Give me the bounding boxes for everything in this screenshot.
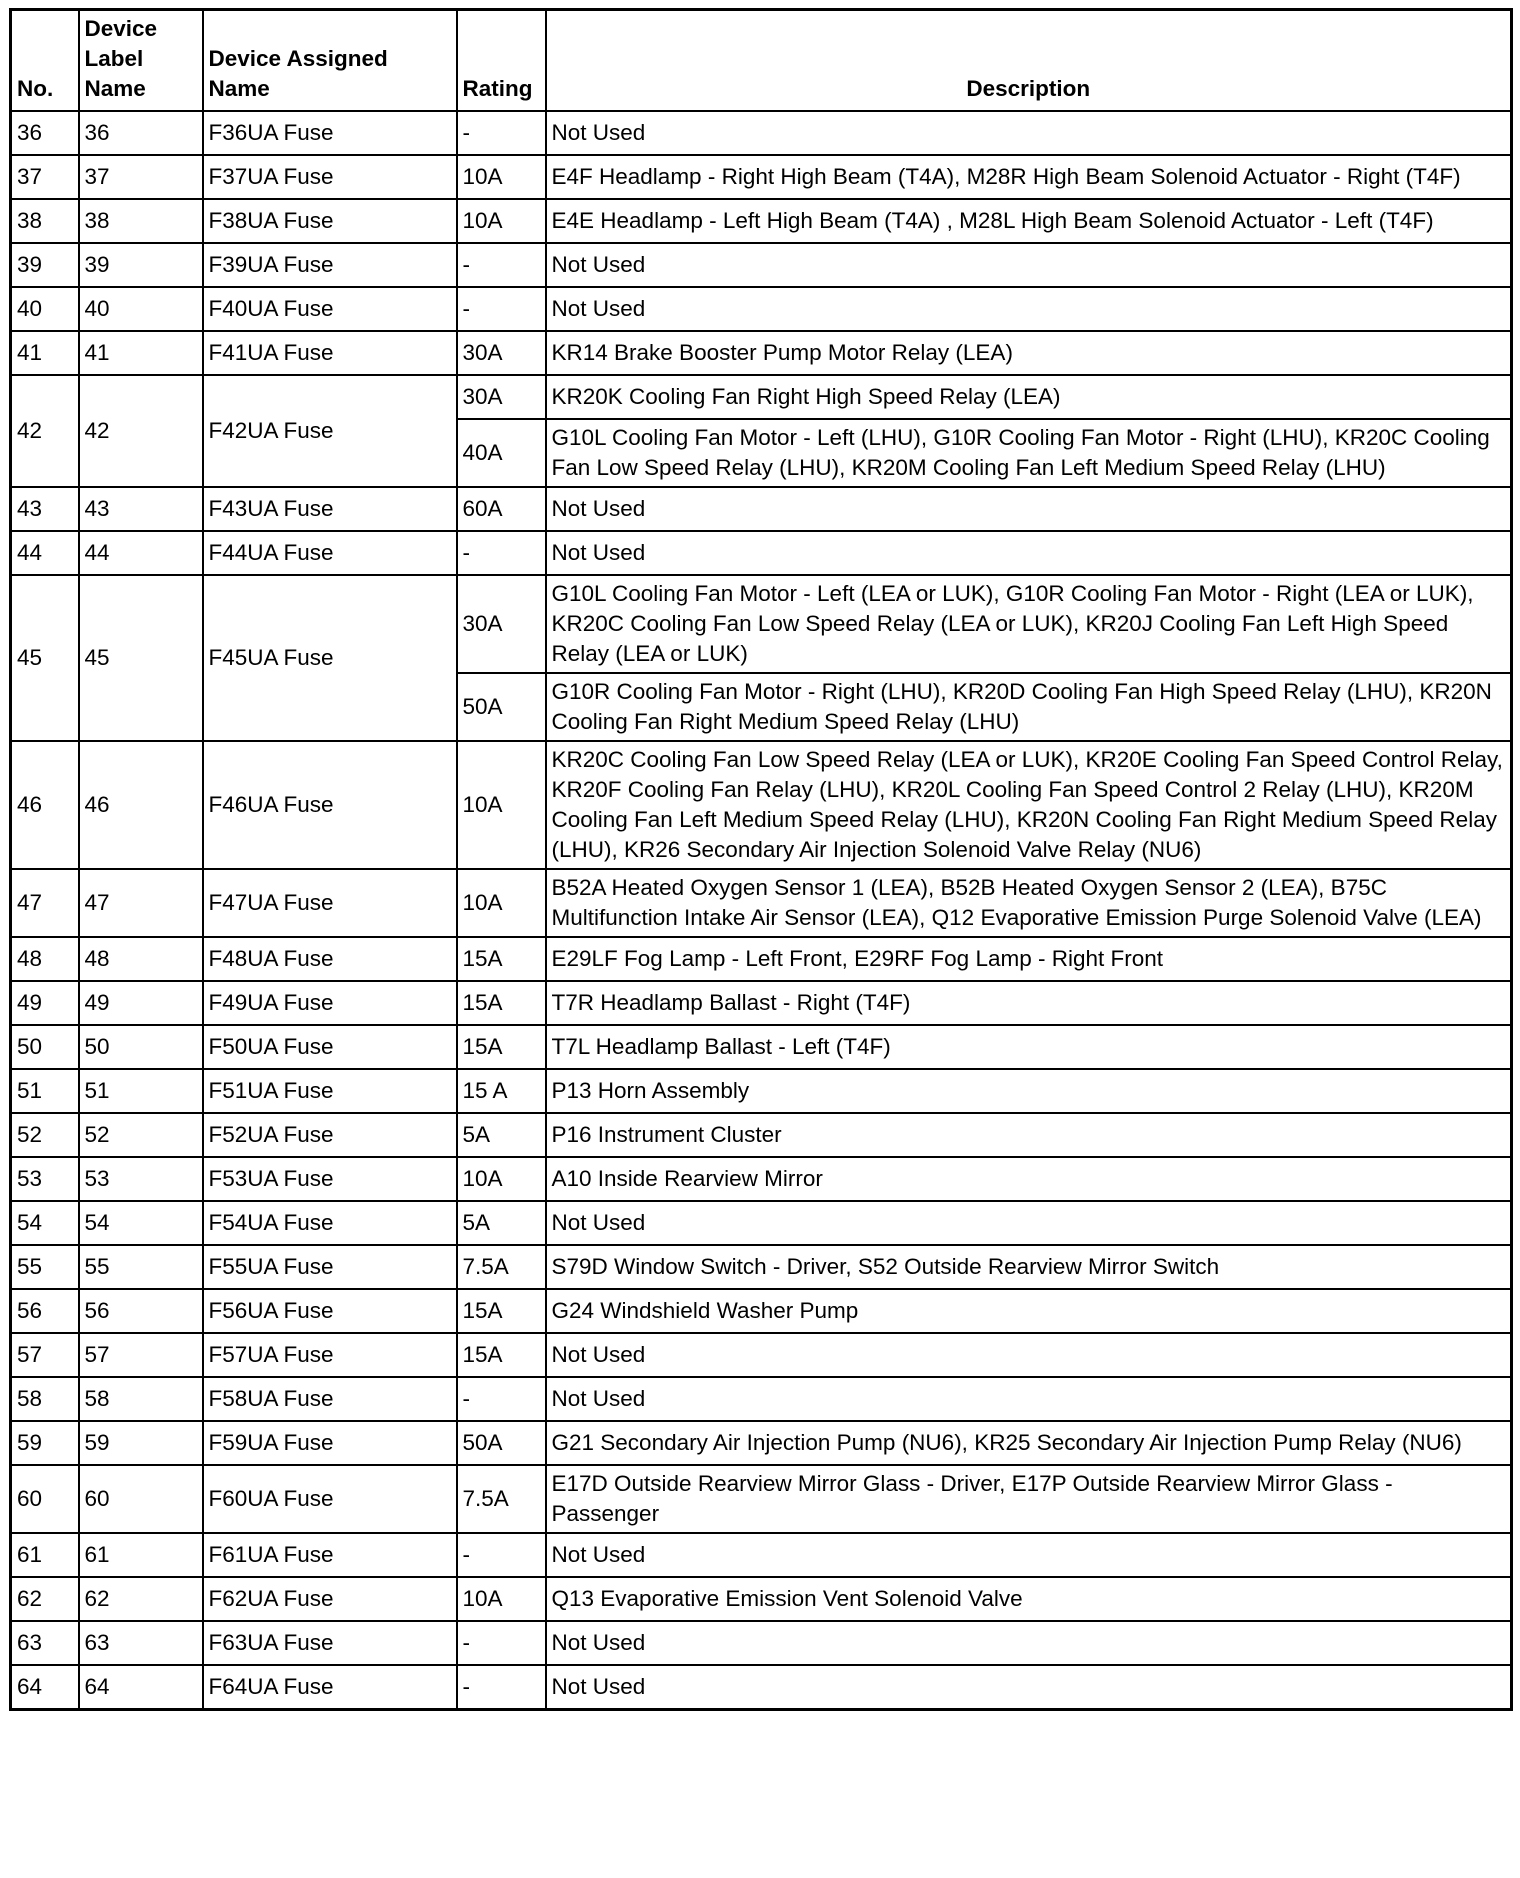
- device-assigned-name: F54UA Fuse: [203, 1201, 457, 1245]
- header-row: [11, 10, 1512, 112]
- rating: 7.5A: [457, 1465, 546, 1533]
- device-assigned-name: F43UA Fuse: [203, 487, 457, 531]
- fuse-number: 42: [11, 375, 79, 487]
- description: E29LF Fog Lamp - Left Front, E29RF Fog Lamp - Right Front: [546, 937, 1512, 981]
- description: G10R Cooling Fan Motor - Right (LHU), KR20D Cooling Fan High Speed Relay (LHU), KR20N Cooling Fan Right Medium Speed Relay (LHU): [546, 673, 1512, 741]
- description: S79D Window Switch - Driver, S52 Outside Rearview Mirror Switch: [546, 1245, 1512, 1289]
- rating: 10A: [457, 869, 546, 937]
- device-assigned-name: F41UA Fuse: [203, 331, 457, 375]
- description: Not Used: [546, 243, 1512, 287]
- table-row: [11, 487, 1512, 531]
- table-row: [11, 937, 1512, 981]
- rating: -: [457, 243, 546, 287]
- fuse-number: 50: [11, 1025, 79, 1069]
- fuse-number: 54: [11, 1201, 79, 1245]
- device-assigned-name: F39UA Fuse: [203, 243, 457, 287]
- description: Not Used: [546, 531, 1512, 575]
- device-assigned-name: F48UA Fuse: [203, 937, 457, 981]
- device-label-name: 49: [79, 981, 203, 1025]
- rating: 10A: [457, 1157, 546, 1201]
- rating: 15 A: [457, 1069, 546, 1113]
- fuse-number: 57: [11, 1333, 79, 1377]
- rating: 40A: [457, 419, 546, 487]
- rating: -: [457, 531, 546, 575]
- table-row: [11, 1577, 1512, 1621]
- device-assigned-name: F58UA Fuse: [203, 1377, 457, 1421]
- fuse-number: 37: [11, 155, 79, 199]
- device-label-name: 39: [79, 243, 203, 287]
- header-device-assigned-name: Device Assigned Name: [203, 10, 457, 112]
- device-label-name: 50: [79, 1025, 203, 1069]
- fuse-number: 48: [11, 937, 79, 981]
- rating: -: [457, 287, 546, 331]
- table-row: [11, 111, 1512, 155]
- device-assigned-name: F57UA Fuse: [203, 1333, 457, 1377]
- rating: 30A: [457, 575, 546, 673]
- rating: 50A: [457, 673, 546, 741]
- table-row: [11, 869, 1512, 937]
- table-row: [11, 1025, 1512, 1069]
- fuse-number: 38: [11, 199, 79, 243]
- table-row: [11, 155, 1512, 199]
- table-row: [11, 1069, 1512, 1113]
- table-row: [11, 531, 1512, 575]
- description: T7R Headlamp Ballast - Right (T4F): [546, 981, 1512, 1025]
- device-label-name: 57: [79, 1333, 203, 1377]
- fuse-number: 52: [11, 1113, 79, 1157]
- rating: 15A: [457, 981, 546, 1025]
- device-label-name: 56: [79, 1289, 203, 1333]
- header-description: Description: [546, 10, 1512, 112]
- device-label-name: 62: [79, 1577, 203, 1621]
- device-label-name: 52: [79, 1113, 203, 1157]
- device-label-name: 37: [79, 155, 203, 199]
- fuse-number: 61: [11, 1533, 79, 1577]
- table-row: [11, 1113, 1512, 1157]
- device-label-name: 41: [79, 331, 203, 375]
- fuse-number: 55: [11, 1245, 79, 1289]
- rating: -: [457, 1665, 546, 1710]
- device-label-name: 54: [79, 1201, 203, 1245]
- description: Not Used: [546, 287, 1512, 331]
- rating: 10A: [457, 741, 546, 869]
- table-row: [11, 1201, 1512, 1245]
- description: Q13 Evaporative Emission Vent Solenoid Valve: [546, 1577, 1512, 1621]
- description: B52A Heated Oxygen Sensor 1 (LEA), B52B Heated Oxygen Sensor 2 (LEA), B75C Multifunction Intake Air Sensor (LEA), Q12 Evaporative Emission Purge Solenoid Valve (LEA): [546, 869, 1512, 937]
- rating: -: [457, 1621, 546, 1665]
- description: Not Used: [546, 1201, 1512, 1245]
- fuse-number: 40: [11, 287, 79, 331]
- device-label-name: 64: [79, 1665, 203, 1710]
- fuse-number: 58: [11, 1377, 79, 1421]
- device-label-name: 44: [79, 531, 203, 575]
- device-assigned-name: F61UA Fuse: [203, 1533, 457, 1577]
- device-label-name: 55: [79, 1245, 203, 1289]
- description: Not Used: [546, 1533, 1512, 1577]
- device-assigned-name: F63UA Fuse: [203, 1621, 457, 1665]
- device-label-name: 45: [79, 575, 203, 741]
- fuse-table: [9, 8, 1513, 1711]
- device-assigned-name: F42UA Fuse: [203, 375, 457, 487]
- fuse-number: 47: [11, 869, 79, 937]
- description: KR14 Brake Booster Pump Motor Relay (LEA): [546, 331, 1512, 375]
- description: A10 Inside Rearview Mirror: [546, 1157, 1512, 1201]
- description: Not Used: [546, 111, 1512, 155]
- device-assigned-name: F52UA Fuse: [203, 1113, 457, 1157]
- table-row: [11, 331, 1512, 375]
- rating: -: [457, 1533, 546, 1577]
- description: Not Used: [546, 487, 1512, 531]
- device-assigned-name: F38UA Fuse: [203, 199, 457, 243]
- rating: 10A: [457, 199, 546, 243]
- fuse-number: 43: [11, 487, 79, 531]
- device-assigned-name: F59UA Fuse: [203, 1421, 457, 1465]
- device-label-name: 51: [79, 1069, 203, 1113]
- device-assigned-name: F55UA Fuse: [203, 1245, 457, 1289]
- description: P16 Instrument Cluster: [546, 1113, 1512, 1157]
- fuse-number: 41: [11, 331, 79, 375]
- rating: 30A: [457, 331, 546, 375]
- rating: 10A: [457, 155, 546, 199]
- description: E4F Headlamp - Right High Beam (T4A), M28R High Beam Solenoid Actuator - Right (T4F): [546, 155, 1512, 199]
- description: Not Used: [546, 1621, 1512, 1665]
- rating: 15A: [457, 1289, 546, 1333]
- fuse-number: 63: [11, 1621, 79, 1665]
- description: Not Used: [546, 1665, 1512, 1710]
- description: T7L Headlamp Ballast - Left (T4F): [546, 1025, 1512, 1069]
- rating: -: [457, 111, 546, 155]
- device-label-name: 63: [79, 1621, 203, 1665]
- rating: 5A: [457, 1113, 546, 1157]
- description: G10L Cooling Fan Motor - Left (LEA or LUK), G10R Cooling Fan Motor - Right (LEA or LUK), KR20C Cooling Fan Low Speed Relay (LEA or LUK), KR20J Cooling Fan Left High Speed Relay (LEA or LUK): [546, 575, 1512, 673]
- table-row: [11, 575, 1512, 673]
- device-assigned-name: F45UA Fuse: [203, 575, 457, 741]
- description: Not Used: [546, 1377, 1512, 1421]
- fuse-number: 64: [11, 1665, 79, 1710]
- fuse-number: 62: [11, 1577, 79, 1621]
- rating: 7.5A: [457, 1245, 546, 1289]
- description: E4E Headlamp - Left High Beam (T4A) , M28L High Beam Solenoid Actuator - Left (T4F): [546, 199, 1512, 243]
- table-row: [11, 1157, 1512, 1201]
- device-label-name: 61: [79, 1533, 203, 1577]
- table-row: [11, 375, 1512, 419]
- device-assigned-name: F56UA Fuse: [203, 1289, 457, 1333]
- table-row: [11, 287, 1512, 331]
- table-row: [11, 1465, 1512, 1533]
- rating: 50A: [457, 1421, 546, 1465]
- description: P13 Horn Assembly: [546, 1069, 1512, 1113]
- device-assigned-name: F51UA Fuse: [203, 1069, 457, 1113]
- device-label-name: 42: [79, 375, 203, 487]
- rating: 15A: [457, 1333, 546, 1377]
- device-assigned-name: F62UA Fuse: [203, 1577, 457, 1621]
- fuse-number: 59: [11, 1421, 79, 1465]
- table-row: [11, 741, 1512, 869]
- table-row: [11, 981, 1512, 1025]
- table-row: [11, 1245, 1512, 1289]
- rating: 15A: [457, 937, 546, 981]
- fuse-number: 39: [11, 243, 79, 287]
- fuse-number: 51: [11, 1069, 79, 1113]
- table-row: [11, 1533, 1512, 1577]
- fuse-number: 46: [11, 741, 79, 869]
- rating: 10A: [457, 1577, 546, 1621]
- table-row: [11, 1665, 1512, 1710]
- device-assigned-name: F53UA Fuse: [203, 1157, 457, 1201]
- header-no: No.: [11, 10, 79, 112]
- table-row: [11, 199, 1512, 243]
- fuse-number: 56: [11, 1289, 79, 1333]
- device-assigned-name: F60UA Fuse: [203, 1465, 457, 1533]
- device-label-name: 59: [79, 1421, 203, 1465]
- device-label-name: 38: [79, 199, 203, 243]
- header-rating: Rating: [457, 10, 546, 112]
- rating: 60A: [457, 487, 546, 531]
- description: Not Used: [546, 1333, 1512, 1377]
- device-label-name: 47: [79, 869, 203, 937]
- table-row: [11, 1333, 1512, 1377]
- fuse-number: 45: [11, 575, 79, 741]
- rating: 30A: [457, 375, 546, 419]
- fuse-number: 53: [11, 1157, 79, 1201]
- table-row: [11, 243, 1512, 287]
- table-row: [11, 1621, 1512, 1665]
- fuse-number: 44: [11, 531, 79, 575]
- table-row: [11, 1421, 1512, 1465]
- device-label-name: 53: [79, 1157, 203, 1201]
- device-assigned-name: F47UA Fuse: [203, 869, 457, 937]
- device-label-name: 60: [79, 1465, 203, 1533]
- description: G10L Cooling Fan Motor - Left (LHU), G10R Cooling Fan Motor - Right (LHU), KR20C Cooling Fan Low Speed Relay (LHU), KR20M Cooling Fan Left Medium Speed Relay (LHU): [546, 419, 1512, 487]
- device-assigned-name: F50UA Fuse: [203, 1025, 457, 1069]
- table-row: [11, 1289, 1512, 1333]
- header-device-label-name: Device Label Name: [79, 10, 203, 112]
- device-label-name: 36: [79, 111, 203, 155]
- description: KR20C Cooling Fan Low Speed Relay (LEA or LUK), KR20E Cooling Fan Speed Control Relay, KR20F Cooling Fan Relay (LHU), KR20L Cooling Fan Speed Control 2 Relay (LHU), KR20M Cooling Fan Left Medium Speed Relay (LHU), KR20N Cooling Fan Right Medium Speed Relay (LHU), KR26 Secondary Air Injection Solenoid Valve Relay (NU6): [546, 741, 1512, 869]
- device-assigned-name: F46UA Fuse: [203, 741, 457, 869]
- device-label-name: 43: [79, 487, 203, 531]
- rating: 15A: [457, 1025, 546, 1069]
- device-assigned-name: F36UA Fuse: [203, 111, 457, 155]
- description: KR20K Cooling Fan Right High Speed Relay (LEA): [546, 375, 1512, 419]
- device-label-name: 48: [79, 937, 203, 981]
- description: G21 Secondary Air Injection Pump (NU6), KR25 Secondary Air Injection Pump Relay (NU6): [546, 1421, 1512, 1465]
- device-label-name: 58: [79, 1377, 203, 1421]
- device-assigned-name: F37UA Fuse: [203, 155, 457, 199]
- fuse-number: 49: [11, 981, 79, 1025]
- device-assigned-name: F40UA Fuse: [203, 287, 457, 331]
- table-row: [11, 1377, 1512, 1421]
- fuse-number: 60: [11, 1465, 79, 1533]
- device-label-name: 40: [79, 287, 203, 331]
- device-label-name: 46: [79, 741, 203, 869]
- fuse-number: 36: [11, 111, 79, 155]
- rating: -: [457, 1377, 546, 1421]
- device-assigned-name: F44UA Fuse: [203, 531, 457, 575]
- description: E17D Outside Rearview Mirror Glass - Driver, E17P Outside Rearview Mirror Glass - Passenger: [546, 1465, 1512, 1533]
- table-body: [11, 111, 1512, 1710]
- device-assigned-name: F64UA Fuse: [203, 1665, 457, 1710]
- description: G24 Windshield Washer Pump: [546, 1289, 1512, 1333]
- device-assigned-name: F49UA Fuse: [203, 981, 457, 1025]
- rating: 5A: [457, 1201, 546, 1245]
